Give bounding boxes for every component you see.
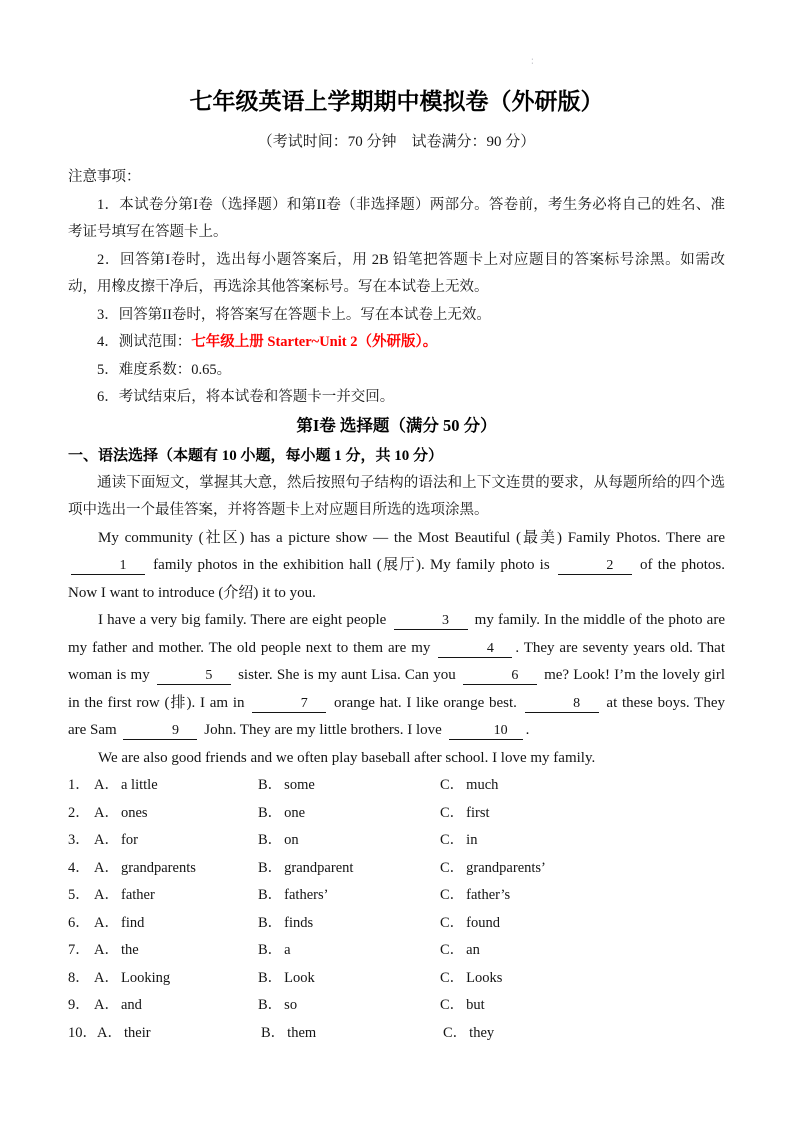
option-label: C．: [440, 804, 465, 821]
option-text: fathers’: [284, 887, 329, 903]
cloze-blank-7: 7: [252, 696, 326, 713]
option-label: B．: [258, 914, 283, 931]
question-5-option-a: [94, 882, 258, 910]
option-label: B．: [258, 832, 283, 848]
option-label: B．: [258, 777, 283, 793]
option-text: Look: [284, 969, 315, 986]
option-text: father: [120, 887, 155, 903]
question-8-option-c: [440, 965, 725, 993]
option-text: father’s: [466, 887, 511, 903]
cloze-blank-1: 1: [71, 558, 145, 575]
option-label: C．: [440, 942, 465, 958]
option-text: find: [120, 914, 145, 931]
question-9-option-a: [94, 992, 258, 1020]
option-text: much: [466, 777, 499, 793]
option-label: B．: [258, 997, 283, 1013]
question-10-option-c: [443, 1020, 725, 1048]
question-5-option-b: [258, 882, 440, 910]
question-row-9: [68, 992, 725, 1020]
question-9-option-c: [440, 992, 725, 1020]
option-label: B．: [258, 942, 283, 958]
option-label: A．: [94, 859, 119, 876]
question-number: 10．: [68, 1024, 97, 1041]
option-text: ones: [120, 804, 148, 821]
question-10-option-b: [261, 1020, 443, 1048]
question-3-option-c: [440, 827, 725, 855]
question-3-option-a: [94, 827, 258, 855]
notice-heading: 注意事项：: [68, 169, 141, 185]
cloze-blank-5: 5: [157, 668, 231, 685]
question-6-option-b: [258, 910, 440, 938]
notice-item-prefix: 4．测试范围：: [97, 334, 192, 350]
question-7-option-a: [94, 937, 258, 965]
question-row-3: [68, 827, 725, 855]
cloze-blank-2: 2: [558, 558, 632, 575]
option-label: A．: [97, 1024, 122, 1041]
question-2-option-c: [440, 800, 725, 828]
option-text: but: [466, 997, 485, 1013]
option-label: A．: [94, 914, 119, 931]
notice-list: [68, 192, 725, 412]
page-title: 七年级英语上学期期中模拟卷（外研版）: [189, 89, 604, 114]
faint-print-artifact: ∶: [531, 56, 535, 68]
question-6-option-a: [94, 910, 258, 938]
option-text: they: [469, 1024, 495, 1041]
question-number: 3．: [68, 832, 90, 848]
option-text: them: [287, 1024, 317, 1041]
notice-item-2: 2．回答第I卷时，选出每小题答案后，用 2B 铅笔把答题卡上对应题目的答案标号涂黑。如需改动，用橡皮擦干净后，再选涂其他答案标号。写在本试卷上无效。: [68, 251, 725, 295]
question-10-option-a: [97, 1020, 261, 1048]
option-text: an: [466, 942, 480, 958]
passage-paragraph-1: My community (社区) has a picture show — the Most Beautiful (最美) Family Photos. There are 1 family photos in the exhibition hall (展厅). My family photo is 2 of the photos. Now I want to introduce (介绍) it to you.: [68, 529, 725, 601]
option-text: Looking: [120, 969, 171, 986]
question-7-option-b: [258, 937, 440, 965]
cloze-blank-4: 4: [438, 641, 512, 658]
option-label: C．: [440, 887, 465, 903]
option-label: B．: [258, 969, 283, 986]
question-2-option-a: [94, 800, 258, 828]
option-label: C．: [440, 969, 465, 986]
notice-item-1: 1．本试卷分第I卷（选择题）和第II卷（非选择题）两部分。答卷前，考生务必将自己的姓名、准考证号填写在答题卡上。: [68, 196, 725, 240]
option-label: B．: [258, 859, 283, 876]
option-label: C．: [440, 859, 465, 876]
question-1-option-b: [258, 772, 440, 800]
question-number: 8．: [68, 969, 90, 986]
exam-time-score-line: （考试时间：70 分钟 试卷满分：90 分）: [257, 134, 536, 150]
option-label: B．: [261, 1024, 286, 1041]
question-8-option-a: [94, 965, 258, 993]
passage-paragraph-2: I have a very big family. There are eight people 3 my family. In the middle of the photo are my father and mother. The old people next to them are my 4 . They are seventy years old. That woman is my 5 sister. She is my aunt Lisa. Can you 6 me? Look! I’m the lovely girl in the first row (排). I am in 7 orange hat. I like orange best. 8 at these boys. They are Sam 9 John. They are my little brothers. I love 10 .: [68, 612, 725, 738]
part1-heading: 一、语法选择（本题有 10 小题，每小题 1 分，共 10 分）: [68, 447, 444, 464]
option-text: some: [284, 777, 315, 793]
question-row-1: [68, 772, 725, 800]
question-number: 6．: [68, 914, 90, 931]
option-label: C．: [440, 777, 465, 793]
question-number: 5．: [68, 887, 90, 903]
question-3-option-b: [258, 827, 440, 855]
option-label: B．: [258, 804, 283, 821]
option-label: A．: [94, 832, 119, 848]
option-label: A．: [94, 777, 119, 793]
notice-item-3: 3．回答第II卷时，将答案写在答题卡上。写在本试卷上无效。: [97, 306, 491, 323]
option-text: and: [120, 997, 142, 1013]
question-8-option-b: [258, 965, 440, 993]
cloze-blank-8: 8: [525, 696, 599, 713]
question-9-option-b: [258, 992, 440, 1020]
notice-item-4: [68, 329, 725, 357]
option-text: first: [466, 804, 490, 821]
option-label: A．: [94, 804, 119, 821]
option-text: Looks: [466, 969, 503, 986]
question-list: [68, 772, 725, 1047]
question-row-4: [68, 855, 725, 883]
question-4-option-b: [258, 855, 440, 883]
notice-item-6: 6．考试结束后，将本试卷和答题卡一并交回。: [97, 389, 395, 405]
option-text: their: [123, 1024, 151, 1041]
option-text: grandparents: [120, 859, 196, 876]
question-row-10: [68, 1020, 725, 1048]
option-label: A．: [94, 969, 119, 986]
question-row-8: [68, 965, 725, 993]
question-row-5: [68, 882, 725, 910]
cloze-passage: [68, 525, 725, 773]
question-row-6: [68, 910, 725, 938]
option-label: A．: [94, 887, 119, 903]
question-4-option-c: [440, 855, 725, 883]
question-row-7: [68, 937, 725, 965]
option-text: so: [284, 997, 298, 1013]
option-text: the: [120, 942, 139, 958]
option-text: a little: [120, 777, 158, 793]
question-7-option-c: [440, 937, 725, 965]
option-label: B．: [258, 887, 283, 903]
question-2-option-b: [258, 800, 440, 828]
option-label: A．: [94, 997, 119, 1013]
option-label: A．: [94, 942, 119, 958]
cloze-blank-10: 10: [449, 723, 523, 740]
option-text: one: [284, 804, 306, 821]
question-row-2: [68, 800, 725, 828]
cloze-blank-3: 3: [394, 613, 468, 630]
passage-paragraph-3: We are also good friends and we often play baseball after school. I love my family.: [98, 749, 596, 766]
question-1-option-a: [94, 772, 258, 800]
test-scope-highlight: 七年级上册 Starter~Unit 2（外研版）。: [191, 334, 438, 350]
question-6-option-c: [440, 910, 725, 938]
question-4-option-a: [94, 855, 258, 883]
question-number: 7．: [68, 942, 90, 958]
option-label: C．: [440, 997, 465, 1013]
question-number: 4．: [68, 859, 90, 876]
page-content: [68, 0, 725, 1047]
question-number: 2．: [68, 804, 90, 821]
option-text: for: [120, 832, 138, 848]
option-label: C．: [440, 832, 465, 848]
cloze-blank-9: 9: [123, 723, 197, 740]
option-text: in: [466, 832, 478, 848]
question-number: 9．: [68, 997, 90, 1013]
option-label: C．: [440, 914, 465, 931]
question-1-option-c: [440, 772, 725, 800]
section1-heading: 第I卷 选择题（满分 50 分）: [296, 415, 497, 435]
question-number: 1．: [68, 777, 90, 793]
part1-instructions: 通读下面短文，掌握其大意，然后按照句子结构的语法和上下文连贯的要求，从每题所给的四个选项中选出一个最佳答案，并将答题卡上对应题目所选的选项涂黑。: [68, 474, 725, 518]
option-text: grandparents’: [466, 859, 546, 876]
question-5-option-c: [440, 882, 725, 910]
option-text: finds: [284, 914, 314, 931]
option-text: on: [284, 832, 299, 848]
cloze-blank-6: 6: [463, 668, 537, 685]
option-text: a: [284, 942, 291, 958]
notice-item-5: 5．难度系数：0.65。: [97, 361, 232, 378]
option-text: found: [466, 914, 501, 931]
option-label: C．: [443, 1024, 468, 1041]
option-text: grandparent: [284, 859, 354, 876]
